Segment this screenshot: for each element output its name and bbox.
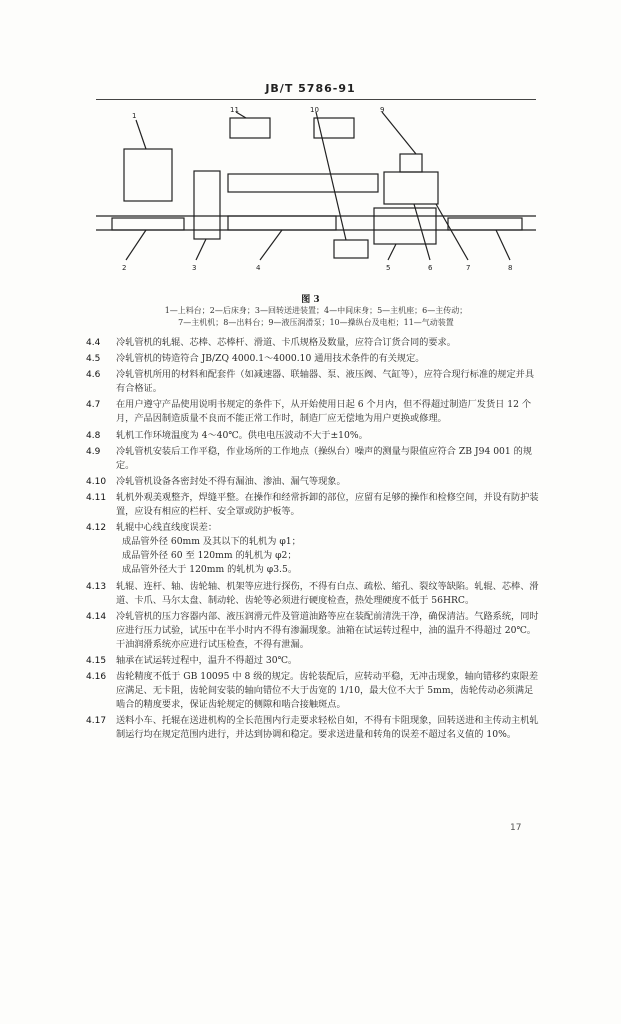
clause-text: 在用户遵守产品使用说明书规定的条件下，从开始使用日起 6 个月内，但不得超过制造厂发货日 12 个月，产品因制造质量不良而不能正常工作时，制造厂应无偿地为用户更换或修理。 [116, 399, 532, 425]
callout-6: 6 [428, 264, 433, 272]
figure-legend [96, 305, 536, 329]
callout-5: 5 [386, 264, 391, 272]
clause-number: 4.10 [86, 476, 107, 487]
clause-number: 4.7 [86, 400, 101, 411]
clause-4-7 [86, 398, 542, 426]
header-rule [96, 99, 536, 100]
page-number: 17 [510, 823, 522, 833]
clause-text: 冷轧管机所用的材料和配套件（如减速器、联轴器、泵、液压阀、气缸等），应符合现行标准的规定并具有合格证。 [116, 369, 535, 395]
clause-number: 4.6 [86, 370, 101, 381]
callout-11: 11 [230, 106, 239, 114]
clause-4-8 [86, 429, 542, 443]
standard-code-header: JB/T 5786-91 [265, 82, 356, 95]
callout-1: 1 [132, 112, 137, 120]
clause-body [116, 368, 542, 396]
leader-6 [414, 204, 430, 260]
clause-sub-line: 成品管外径 60 至 120mm 的轧机为 φ2； [122, 550, 297, 562]
clause-text: 轴承在试运转过程中，温升不得超过 30℃。 [116, 654, 298, 666]
leader-9 [382, 112, 416, 154]
clause-number: 4.12 [86, 523, 107, 534]
clause-4-4 [86, 336, 542, 350]
box-rotary-feed [194, 171, 220, 239]
box-discharge [448, 218, 522, 230]
clause-number: 4.13 [86, 581, 107, 592]
clause-text: 轧辊、连杆、轴、齿轮轴、机架等应进行探伤，不得有白点、疏松、缩孔、裂纹等缺陷。轧辊、芯棒、滑道、卡爪、马尔太盘、制动轮、齿轮等必须进行硬度检查，热处理硬度不低于 56HRC。 [116, 580, 539, 606]
box-main-drive [384, 172, 438, 204]
callout-7: 7 [466, 264, 471, 272]
clause-4-14 [86, 610, 542, 652]
clause-number: 4.14 [86, 611, 107, 622]
clause-body [116, 475, 542, 489]
clause-number: 4.16 [86, 672, 107, 683]
clause-number: 4.9 [86, 446, 101, 457]
equipment-layout-diagram [96, 104, 536, 289]
legend-line: 7—主机机；8—出料台；9—液压润滑泵；10—操纵台及电柜；11—气动装置 [178, 318, 454, 327]
clause-text: 冷轧管机安装后工作平稳，作业场所的工作地点（操纵台）噪声的测量与限值应符合 ZB J94 001 的规定。 [116, 445, 533, 471]
clause-4-16 [86, 670, 542, 712]
box-feed-bar [112, 218, 184, 230]
clause-text: 轧辊中心线直线度误差： [116, 522, 218, 534]
clause-body [116, 352, 542, 366]
clause-body [116, 670, 542, 712]
clause-text: 冷轧管机的轧辊、芯棒、芯棒杆、滑道、卡爪规格及数量，应符合订货合同的要求。 [116, 337, 456, 348]
leader-5 [388, 244, 396, 260]
clause-sub-line: 成品管外径 60mm 及其以下的轧机为 φ1； [122, 536, 301, 548]
clause-4-5 [86, 352, 542, 366]
clause-4-12 [86, 521, 542, 577]
legend-line: 1—上料台；2—后床身；3—回转送进装置；4—中间床身；5—主机座；6—主传动； [164, 306, 468, 315]
leader-7 [436, 204, 468, 260]
clause-number: 4.5 [86, 354, 101, 365]
clause-4-15 [86, 654, 542, 668]
box-pneumatic [230, 118, 270, 138]
clause-body [116, 429, 542, 443]
leader-3 [196, 239, 206, 260]
clause-text: 轧机工作环境温度为 4～40℃。供电电压波动不大于±10%。 [116, 429, 368, 441]
clause-list [86, 336, 542, 745]
clause-text: 齿轮精度不低于 GB 10095 中 8 级的规定。齿轮装配后，应转动平稳，无冲击现象，轴向错移约束限差应满足、无卡阻，齿轮间安装的轴向错位不大于齿宽的 1/10，最大位不大于 5mm，齿轮传动必须满足啮合的精度要求，保证齿轮规定的侧隙和啮合接触斑点。 [116, 671, 539, 711]
box-hydraulic [334, 240, 368, 258]
callout-8: 8 [508, 264, 513, 272]
clause-text: 冷轧管机的铸造符合 JB/ZQ 4000.1～4000.10 通用技术条件的有关规定。 [116, 353, 425, 365]
clause-number: 4.8 [86, 430, 101, 441]
clause-4-6 [86, 368, 542, 396]
clause-body [116, 336, 542, 350]
clause-number: 4.4 [86, 338, 101, 348]
callout-3: 3 [192, 264, 197, 272]
clause-4-10 [86, 475, 542, 489]
clause-text: 冷轧管机设备各密封处不得有漏油、渗油、漏气等现象。 [116, 475, 346, 487]
clause-body [116, 654, 542, 668]
leader-1 [136, 120, 146, 149]
clause-body [116, 610, 542, 652]
figure-title: 图 3 [301, 295, 320, 305]
clause-4-13 [86, 580, 542, 608]
leader-4 [260, 230, 282, 260]
box-feed-table [124, 149, 172, 201]
clause-text: 冷轧管机的压力容器内部、液压润滑元件及管道油路等应在装配前清洗干净，确保清洁。气路系统，同时应进行压力试验，试压中在半小时内不得有渗漏现象。油箱在试运转过程中，油的温升不得超过 20℃。干油润滑系统亦应进行试压检查，不得有泄漏。 [116, 610, 539, 650]
leader-8 [496, 230, 510, 260]
leader-2 [126, 230, 146, 260]
clause-4-9 [86, 445, 542, 473]
clause-body [116, 445, 542, 473]
callout-2: 2 [122, 264, 127, 272]
clause-text: 轧机外观美观整齐，焊缝平整。在操作和经常拆卸的部位，应留有足够的操作和检修空间，并设有防护装置，应设有相应的栏杆、安全罩或防护板等。 [116, 491, 539, 518]
clause-body [116, 398, 542, 426]
callout-10: 10 [310, 106, 319, 114]
clause-sub-line: 成品管外径大于 120mm 的轧机为 φ3.5。 [122, 564, 298, 576]
clause-number: 4.17 [86, 716, 107, 727]
box-mid-bed [228, 174, 378, 192]
leader-10 [316, 112, 346, 240]
box-rear-bed [228, 216, 336, 230]
clause-number: 4.11 [86, 492, 107, 503]
clause-text: 送料小车、托辊在送进机构的全长范围内行走要求轻松自如，不得有卡阻现象，回转送进和主传动主机轧制运行均在规定范围内进行，并达到协调和稳定。要求送进量和转角的误差不超过名义值的 10%。 [116, 715, 539, 741]
clause-4-11 [86, 491, 542, 519]
callout-4: 4 [256, 264, 261, 272]
clause-body [116, 491, 542, 519]
clause-body [116, 714, 542, 742]
box-main-stand [374, 208, 436, 244]
clause-body [116, 580, 542, 608]
box-drive-top [400, 154, 422, 172]
clause-4-17 [86, 714, 542, 742]
callout-9: 9 [380, 106, 385, 114]
clause-number: 4.15 [86, 655, 107, 666]
clause-body [116, 521, 542, 577]
